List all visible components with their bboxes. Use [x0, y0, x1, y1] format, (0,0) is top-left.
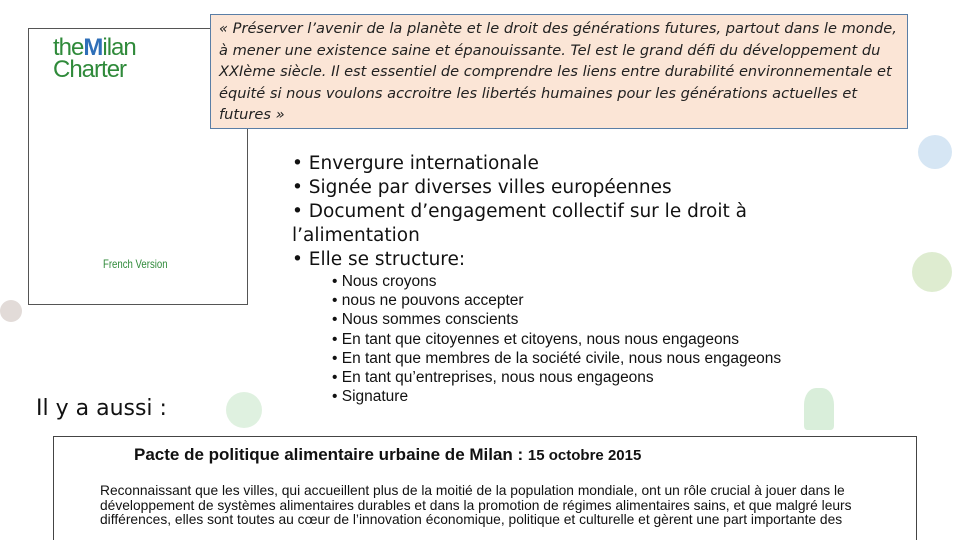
milan-charter-logo: theMilan Charter: [53, 34, 136, 83]
pact-body-text: Reconnaissant que les villes, qui accueillent plus de la moitié de la population mondiale, ont un rôle crucial à jouer dans le développement de systèmes alimentaires durables et dans la promotion de régimes alimentaires sains, et que malgré leurs différences, elles sont toutes au cœur de l’innovation économique, politique et culturelle et gèrent une part importante des: [100, 483, 852, 527]
background-decoration: [804, 388, 834, 430]
background-decoration: [912, 252, 952, 292]
quote-box: « Préserver l’avenir de la planète et le droit des générations futures, partout dans le monde, à mener une existence saine et épanouissante. Tel est le grand défi du développement du XXIème siècle. Il est essentiel de comprendre les liens entre durabilité environnementale et équité si nous voulons accroitre les libertés humaines pour les générations actuelles et futures »: [210, 14, 908, 129]
pact-document-excerpt: [53, 436, 917, 540]
bullet-item: • Envergure internationale: [292, 153, 539, 174]
sub-bullet-item: • nous ne pouvons accepter: [332, 292, 524, 310]
sub-bullet-item: • En tant que membres de la société civile, nous nous engageons: [332, 349, 782, 367]
bullet-item: • Signée par diverses villes européennes: [292, 177, 672, 198]
background-decoration: [918, 135, 952, 169]
background-decoration: [226, 392, 262, 428]
bullet-item: • Elle se structure:: [292, 249, 466, 270]
background-decoration: [0, 300, 22, 322]
sub-bullet-item: • Nous croyons: [332, 273, 437, 290]
sub-bullet-item: • Signature: [332, 388, 409, 406]
also-heading: Il y a aussi :: [36, 396, 167, 421]
sub-bullet-item: • Nous sommes conscients: [332, 311, 519, 329]
pact-title: Pacte de politique alimentaire urbaine de Milan : 15 octobre 2015: [134, 445, 642, 464]
sub-bullet-item: • En tant que citoyennes et citoyens, nous nous engageons: [332, 330, 739, 348]
cover-version-label: French Version: [103, 257, 168, 271]
pact-date: 15 octobre 2015: [527, 447, 642, 464]
bullet-item: • Document d’engagement collectif sur le droit à l’alimentation: [292, 201, 747, 246]
structure-sub-list: [332, 272, 781, 406]
main-bullet-list: [292, 152, 792, 272]
sub-bullet-item: • En tant qu’entreprises, nous nous engageons: [332, 369, 654, 387]
